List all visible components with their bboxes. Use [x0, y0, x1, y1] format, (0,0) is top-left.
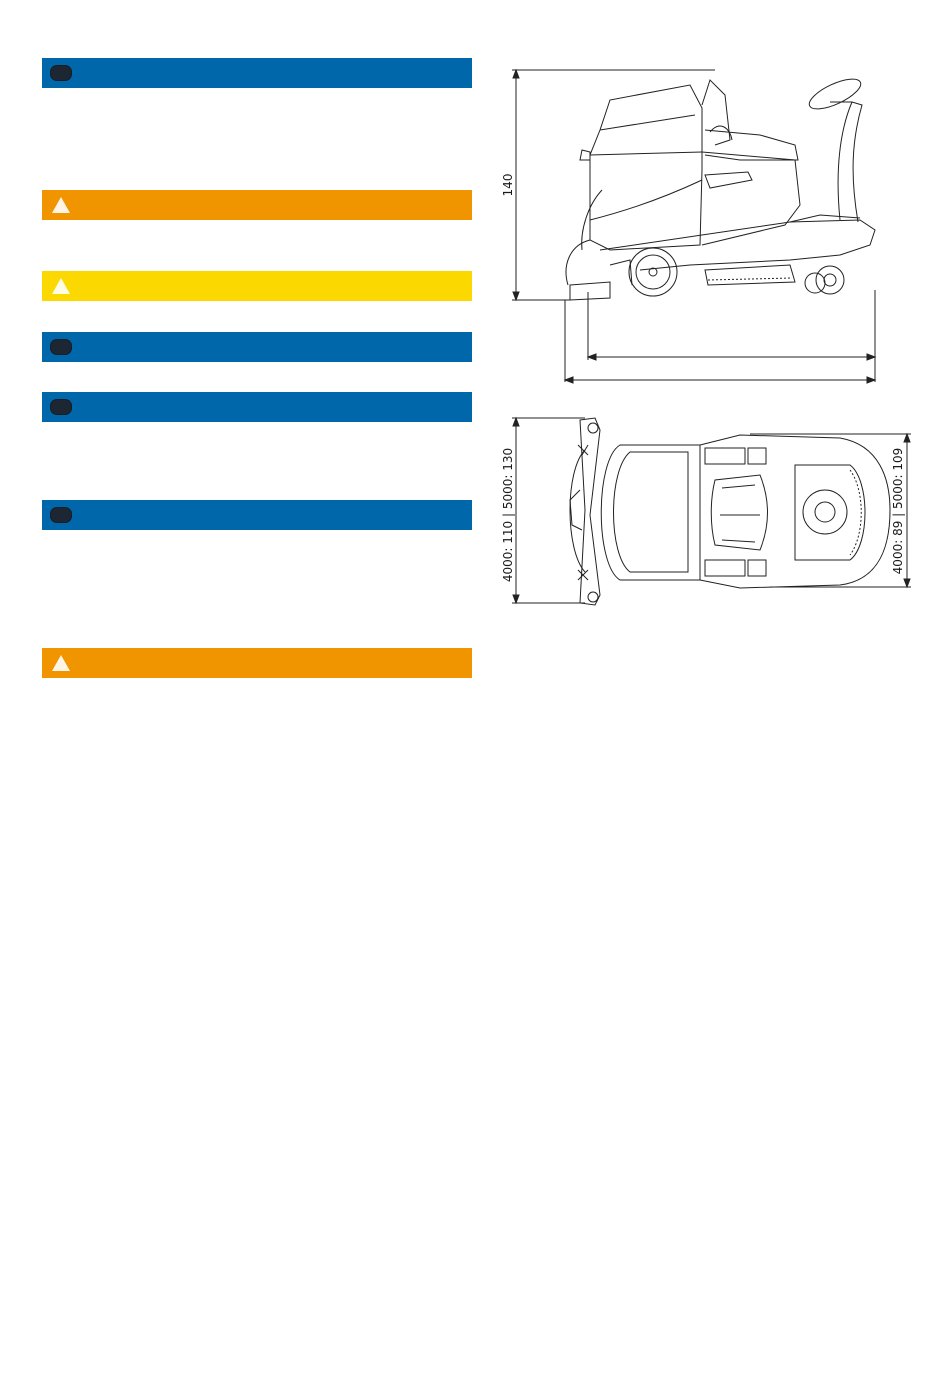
warning-header-1 [42, 190, 472, 220]
side-height-label: 140 [501, 173, 515, 197]
top-view-drawing [512, 418, 911, 605]
warning-triangle-icon [51, 654, 71, 672]
section-header-3 [42, 392, 472, 422]
section-header-2 [42, 332, 472, 362]
machine-dimension-drawings [490, 60, 930, 620]
section-header-4 [42, 500, 472, 530]
warning-header-2 [42, 648, 472, 678]
language-badge-icon [50, 507, 72, 523]
language-badge-icon [50, 399, 72, 415]
language-badge-icon [50, 65, 72, 81]
side-view-drawing [512, 70, 875, 383]
caution-header-1 [42, 271, 472, 301]
warning-triangle-icon [51, 277, 71, 295]
top-width-left-label: 4000: 110 | 5000: 130 [501, 447, 515, 583]
warning-triangle-icon [51, 196, 71, 214]
section-header-1 [42, 58, 472, 88]
top-width-right-label: 4000: 89 | 5000: 109 [891, 447, 905, 575]
language-badge-icon [50, 339, 72, 355]
